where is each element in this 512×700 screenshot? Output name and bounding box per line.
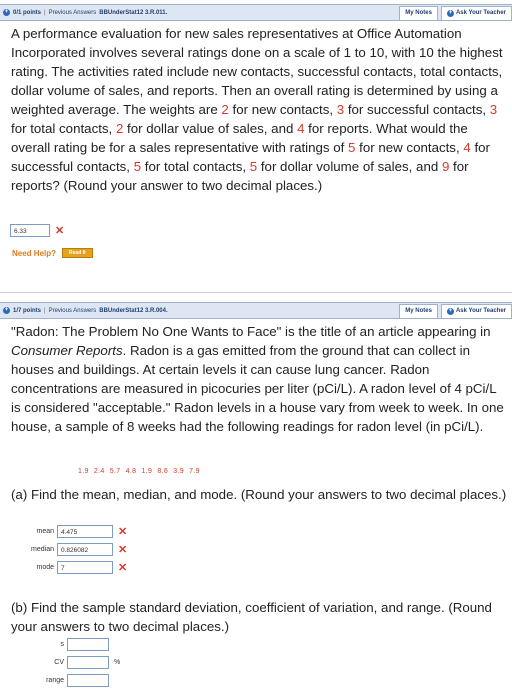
cv-input[interactable]	[67, 656, 109, 669]
weight-successful: 3	[336, 102, 345, 117]
previous-answers-link[interactable]: Previous Answers	[48, 9, 97, 16]
text-span: for dollar volume of sales, and	[257, 159, 442, 174]
mean-input[interactable]: 4.475	[57, 525, 113, 538]
ask-teacher-label: Ask Your Teacher	[455, 308, 506, 314]
text-span: . Radon is a gas emitted from the ground that can collect in houses and buildings. At certain levels it can cause lung cancer. Radon concentrations are measured in picocuries per liter (pCi/L). A radon level of 4 pCi/L is considered "acceptable." Radon levels in a house vary from week to week. In one house, a sample of 8 weeks had the following readings for radon level (in pCi/L).	[11, 343, 504, 434]
s-row	[24, 638, 109, 651]
expand-icon[interactable]: +	[4, 9, 9, 15]
divider	[0, 292, 512, 293]
median-label: median	[31, 546, 54, 553]
plus-icon: +	[448, 10, 453, 16]
answer-input[interactable]: 6.33	[10, 224, 50, 237]
range-input[interactable]	[67, 674, 109, 687]
expand-icon[interactable]: +	[4, 307, 9, 313]
need-help-label: Need Help?	[12, 248, 57, 258]
text-span: "Radon: The Problem No One Wants to Face" is the title of an article appearing in	[11, 324, 491, 339]
text-span: for reports? (Round your answer to two decimal places.)	[11, 159, 469, 193]
weight-total: 3	[489, 102, 498, 117]
weight-dollar: 2	[115, 121, 124, 136]
source-title: Consumer Reports	[11, 343, 123, 358]
text-span: for successful contacts,	[344, 102, 490, 117]
question-text	[11, 24, 507, 195]
plus-icon: +	[448, 308, 453, 314]
my-notes-label: My Notes	[405, 308, 432, 314]
text-span: for new contacts,	[355, 140, 464, 155]
s-input[interactable]	[67, 638, 109, 651]
text-span: for successful contacts,	[11, 140, 490, 174]
question-text	[11, 322, 507, 436]
mean-label: mean	[36, 528, 54, 535]
previous-answers-link[interactable]: Previous Answers	[48, 307, 97, 314]
points-label: 1/7 points	[13, 307, 42, 314]
cv-label: CV	[54, 659, 64, 666]
percent-unit: %	[114, 659, 121, 666]
incorrect-icon: ✕	[55, 225, 65, 237]
incorrect-icon: ✕	[118, 544, 128, 556]
text-span: for new contacts,	[228, 102, 337, 117]
rating-total: 5	[133, 159, 142, 174]
separator: |	[44, 307, 46, 314]
s-label: s	[60, 641, 64, 648]
question-code: BBUnderStat12 3.R.011.	[99, 9, 168, 16]
my-notes-button[interactable]	[399, 6, 438, 21]
question-header	[0, 302, 512, 319]
mode-label: mode	[36, 564, 54, 571]
text-span: for total contacts,	[11, 121, 116, 136]
mode-input[interactable]: 7	[57, 561, 113, 574]
rating-new: 5	[348, 140, 356, 155]
median-input[interactable]: 0.826082	[57, 543, 113, 556]
need-help	[12, 248, 93, 258]
rating-reports: 9	[441, 159, 450, 174]
rating-dollar: 5	[249, 159, 258, 174]
my-notes-label: My Notes	[405, 10, 432, 16]
incorrect-icon: ✕	[118, 562, 128, 574]
weight-new: 2	[221, 102, 229, 117]
mean-row	[14, 525, 127, 538]
ask-teacher-label: Ask Your Teacher	[455, 10, 506, 16]
rating-successful: 4	[463, 140, 471, 155]
incorrect-icon: ✕	[118, 526, 128, 538]
text-span: A performance evaluation for new sales representatives at Office Automation Incorporated involves several ratings done on a scale of 1 to 10, with 10 the highest rating. The activities rated include new contacts, successful contacts, total contacts, dollar volume of sales, and reports. Then an overall rating is determined by using a weighted average. The weights are	[11, 26, 503, 117]
median-row	[14, 543, 127, 556]
text-span: for reports. What would the overall rating be for a sales representative with ratings of	[11, 121, 468, 155]
question-header	[0, 4, 512, 21]
text-span: for dollar value of sales, and	[123, 121, 298, 136]
answer-row	[10, 224, 64, 237]
part-b-text: (b) Find the sample standard deviation, coefficient of variation, and range. (Round your answers to two decimal places.)	[11, 600, 492, 634]
radon-data: 1.9 2.4 5.7 4.8 1.9 8.6 3.9 7.9	[78, 468, 200, 475]
part-a-text: (a) Find the mean, median, and mode. (Round your answers to two decimal places.)	[11, 487, 507, 502]
ask-teacher-button[interactable]	[441, 304, 512, 319]
read-it-button[interactable]: Read It	[62, 248, 93, 258]
question-code: BBUnderStat12 3.R.004.	[99, 307, 168, 314]
range-label: range	[46, 677, 64, 684]
my-notes-button[interactable]	[399, 304, 438, 319]
weight-reports: 4	[297, 121, 305, 136]
text-span: for total contacts,	[141, 159, 250, 174]
mode-row	[14, 561, 127, 574]
separator: |	[44, 9, 46, 16]
range-row	[24, 674, 109, 687]
ask-teacher-button[interactable]	[441, 6, 512, 21]
points-label: 0/1 points	[13, 9, 42, 16]
cv-row	[24, 656, 120, 669]
